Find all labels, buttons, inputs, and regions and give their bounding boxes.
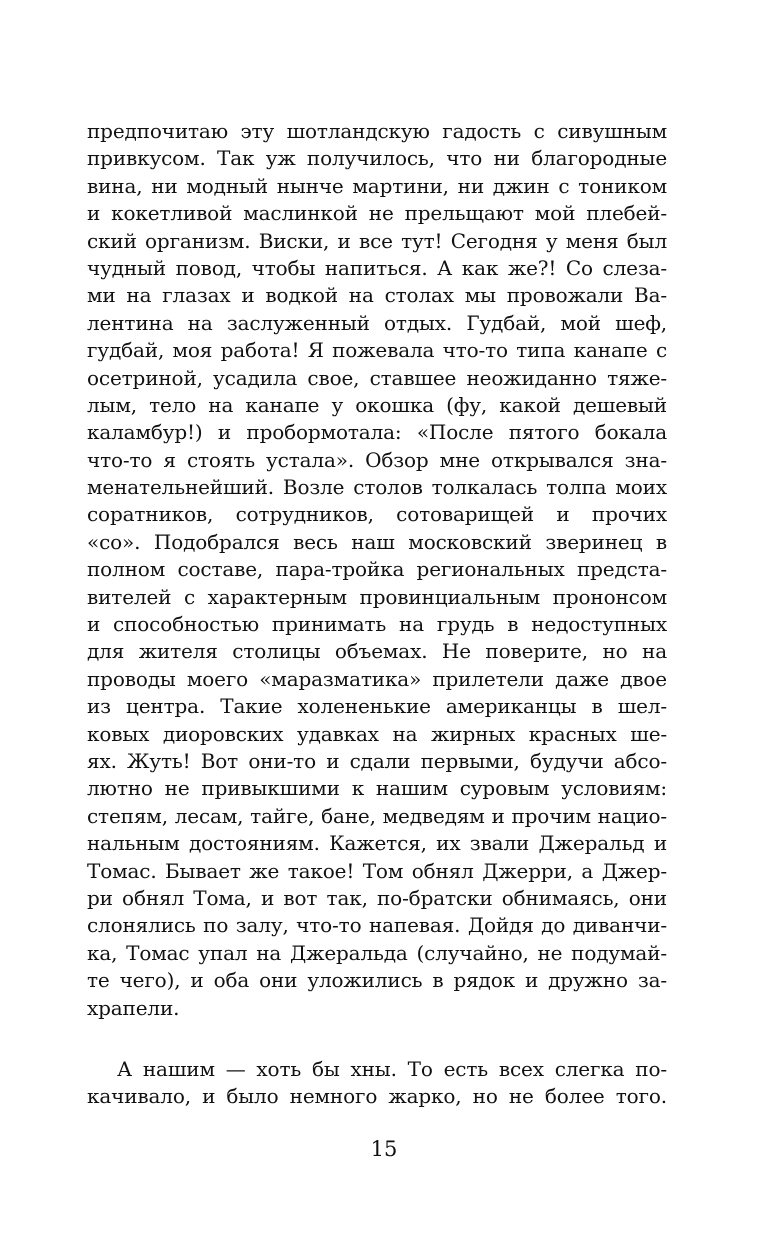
text-line: и способностью принимать на грудь в недоступных <box>87 612 667 637</box>
text-line: те чего), и оба они уложились в рядок и дружно за- <box>87 968 667 993</box>
text-line: ковых диоровских удавках на жирных красных ше- <box>87 721 667 746</box>
text-line: осетриной, усадила свое, ставшее неожиданно тяже- <box>87 365 667 390</box>
text-line: привкусом. Так уж получилось, что ни благородные <box>87 146 667 171</box>
text-line: «со». Подобрался весь наш московский зверинец в <box>87 529 667 554</box>
text-line: вина, ни модный нынче мартини, ни джин с тоником <box>87 173 667 198</box>
text-line: нальным достояниям. Кажется, их звали Джеральд и <box>87 831 667 856</box>
text-line: степям, лесам, тайге, бане, медведям и прочим нацио- <box>87 803 667 828</box>
text-line: ях. Жуть! Вот они-то и сдали первыми, будучи абсо- <box>87 748 667 773</box>
text-line: чудный повод, чтобы напиться. А как же?! Со слеза- <box>87 255 667 280</box>
text-line: что-то я стоять устала». Обзор мне открывался зна- <box>87 447 667 472</box>
text-line: лым, тело на канапе у окошка (фу, какой дешевый <box>87 392 667 417</box>
page-number: 15 <box>370 1137 398 1161</box>
text-line: предпочитаю эту шотландскую гадость с сивушным <box>87 119 667 143</box>
text-line: храпели. <box>87 995 180 1020</box>
text-line: Томас. Бывает же такое! Том обнял Джерри, а Джер- <box>87 858 667 883</box>
text-line: ский организм. Виски, и все тут! Сегодня у меня был <box>87 228 667 253</box>
text-line: проводы моего «маразматика» прилетели даже двое <box>87 666 667 691</box>
paragraph-2 <box>87 1056 667 1111</box>
text-line: гудбай, моя работа! Я пожевала что-то типа канапе с <box>87 338 667 363</box>
text-line: каламбур!) и пробормотала: «После пятого бокала <box>87 420 667 445</box>
text-line: вителей с характерным провинциальным прононсом <box>87 584 667 609</box>
text-line: полном составе, пара-тройка региональных предста- <box>87 557 667 582</box>
text-line: менательнейший. Возле столов толкалась толпа моих <box>87 475 667 500</box>
text-line: слонялись по залу, что-то напевая. Дойдя до диванчи- <box>87 913 667 938</box>
text-line: лютно не привыкшими к нашим суровым условиям: <box>87 776 667 801</box>
text-line: ри обнял Тома, и вот так, по-братски обнимаясь, они <box>87 885 667 910</box>
text-line: из центра. Такие холененькие американцы в шел- <box>87 694 667 719</box>
text-line: качивало, и было немного жарко, но не более того. <box>87 1084 667 1109</box>
text-line: ми на глазах и водкой на столах мы провожали Ва- <box>87 283 667 308</box>
paragraph-1 <box>87 118 667 1022</box>
text-line: соратников, сотрудников, сотоварищей и прочих <box>87 502 667 527</box>
text-line: и кокетливой маслинкой не прельщают мой плебей- <box>87 201 667 226</box>
text-line: для жителя столицы объемах. Не поверите, но на <box>87 639 667 664</box>
text-line: ка, Томас упал на Джеральда (случайно, не подумай- <box>87 940 667 965</box>
text-line: лентина на заслуженный отдых. Гудбай, мой шеф, <box>87 310 667 335</box>
text-line: А нашим — хоть бы хны. То есть всех слегка по- <box>117 1057 667 1081</box>
